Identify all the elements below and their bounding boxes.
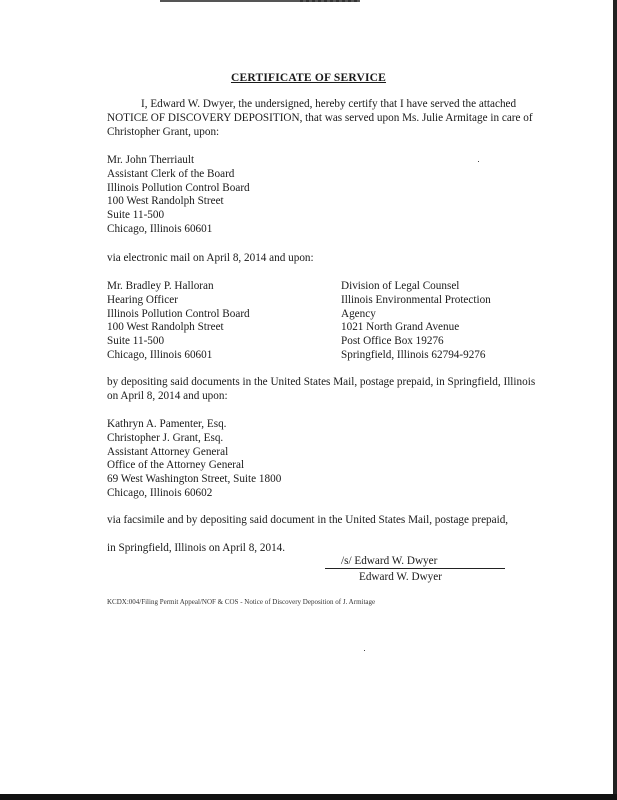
address-line: Office of the Attorney General — [107, 459, 245, 472]
right-edge-bar — [613, 0, 617, 800]
recipient-hearing-officer-address — [107, 280, 250, 363]
address-line: Mr. Bradley P. Halloran — [107, 280, 214, 292]
address-line: Illinois Pollution Control Board — [107, 181, 250, 194]
recipient-clerk-address — [107, 154, 250, 237]
address-line: 69 West Washington Street, Suite 1800 — [107, 473, 282, 486]
scan-speck — [478, 161, 479, 162]
service-method-mail: by depositing said documents in the United States Mail, postage prepaid, in Springfield, Illinois on April 8, 2014 and upon: — [107, 376, 536, 402]
service-method-facsimile: via facsimile and by depositing said document in the United States Mail, postage prepaid, — [107, 514, 509, 526]
service-method-facsimile-continued: in Springfield, Illinois on April 8, 2014. — [107, 542, 286, 554]
address-line: 1021 North Grand Avenue — [341, 321, 460, 334]
service-method-email: via electronic mail on April 8, 2014 and upon: — [107, 252, 314, 264]
address-line: Illinois Environmental Protection — [341, 293, 491, 306]
bottom-edge-bar — [0, 794, 617, 800]
recipient-attorney-general-address — [107, 418, 281, 501]
address-line: Assistant Clerk of the Board — [107, 167, 235, 180]
top-edge-dots — [300, 0, 360, 2]
electronic-signature: /s/ Edward W. Dwyer — [341, 555, 438, 567]
address-line: Chicago, Illinois 60602 — [107, 486, 213, 499]
address-line: Suite 11-500 — [107, 335, 165, 348]
address-line: Illinois Pollution Control Board — [107, 307, 250, 320]
address-line: Hearing Officer — [107, 293, 178, 306]
address-line: 100 West Randolph Street — [107, 321, 224, 334]
address-line: Chicago, Illinois 60601 — [107, 348, 213, 361]
page-title: CERTIFICATE OF SERVICE — [230, 72, 387, 84]
intro-paragraph: I, Edward W. Dwyer, the undersigned, hereby certify that I have served the attached NOTICE OF DISCOVERY DEPOSITION, that was served upon Ms. Julie Armitage in care of Christopher Grant, upon: — [107, 98, 533, 138]
document-footer-reference: KCDX:004/Filing Permit Appeal/NOF & COS - Notice of Discovery Deposition of J. Armitage — [107, 598, 376, 606]
address-line: Chicago, Illinois 60601 — [107, 222, 213, 235]
address-line: Suite 11-500 — [107, 209, 165, 222]
address-line: Assistant Attorney General — [107, 445, 229, 458]
recipient-legal-counsel-address — [341, 280, 491, 363]
scan-speck — [364, 650, 365, 651]
signature-line — [325, 568, 505, 569]
address-line: Mr. John Therriault — [107, 154, 195, 166]
address-line: Post Office Box 19276 — [341, 335, 444, 348]
signer-name: Edward W. Dwyer — [359, 571, 442, 583]
address-line: Christopher J. Grant, Esq. — [107, 431, 224, 444]
address-line: Springfield, Illinois 62794-9276 — [341, 348, 486, 361]
address-line: Division of Legal Counsel — [341, 280, 460, 292]
address-line: 100 West Randolph Street — [107, 195, 224, 208]
address-line: Agency — [341, 307, 376, 320]
address-line: Kathryn A. Pamenter, Esq. — [107, 418, 227, 430]
